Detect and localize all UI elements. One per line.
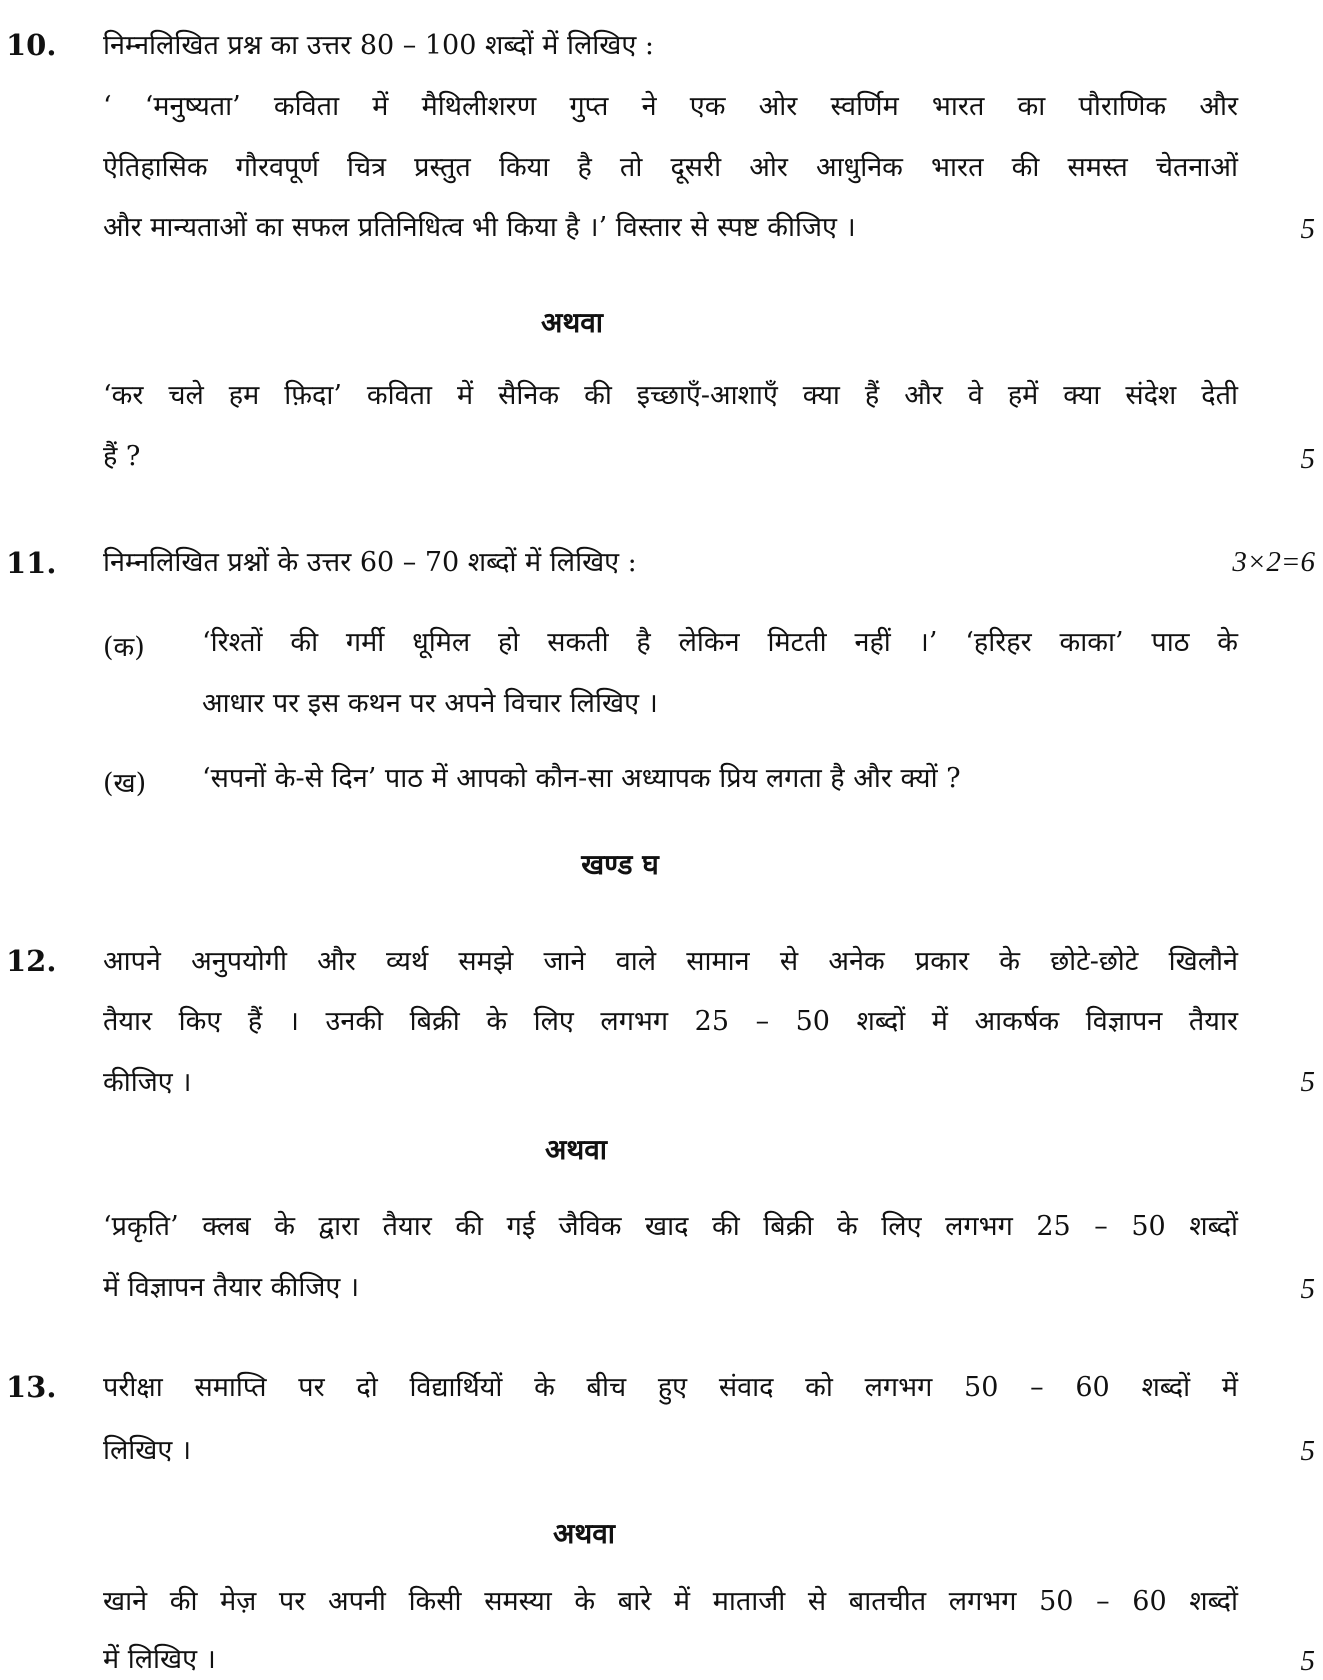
q12-text-line-1: आपने अनुपयोगी और व्यर्थ समझे जाने वाले सामान से अनेक प्रकार के छोटे-छोटे खिलौने (103, 946, 1238, 977)
q10-text-line-2: ऐतिहासिक गौरवपूर्ण चित्र प्रस्तुत किया है तो दूसरी ओर आधुनिक भारत की समस्त चेतनाओं (103, 152, 1238, 183)
q11-part-a-line-1: ‘रिश्तों की गर्मी धूमिल हो सकती है लेकिन मिटती नहीं ।’ ‘हरिहर काका’ पाठ के (202, 627, 1238, 658)
q11-instruction: निम्नलिखित प्रश्नों के उत्तर 60 – 70 शब्दों में लिखिए : (103, 547, 637, 578)
q13-text-line-2: लिखिए । (103, 1435, 192, 1466)
q13-text-line-1: परीक्षा समाप्ति पर दो विद्यार्थियों के बीच हुए संवाद को लगभग 50 – 60 शब्दों में (103, 1372, 1238, 1403)
q10-alt-line-2: हैं ? (103, 441, 141, 472)
q11-marks: 3×2=6 (1232, 546, 1315, 578)
q13-marks: 5 (1300, 1435, 1315, 1467)
q10-instruction: निम्नलिखित प्रश्न का उत्तर 80 – 100 शब्दों में लिखिए : (103, 30, 654, 61)
q12-alt-marks: 5 (1300, 1273, 1315, 1305)
q11-part-a-line-2: आधार पर इस कथन पर अपने विचार लिखिए । (202, 688, 658, 719)
q13-alt-line-1: खाने की मेज़ पर अपनी किसी समस्या के बारे में माताजी से बातचीत लगभग 50 – 60 शब्दों (103, 1586, 1238, 1617)
q10-marks: 5 (1300, 213, 1315, 245)
question-number-11: 11. (6, 546, 57, 580)
q12-text-line-3: कीजिए । (103, 1067, 192, 1098)
q13-alt-line-2: में लिखिए । (103, 1644, 216, 1675)
section-heading: खण्ड घ (581, 848, 659, 881)
q13-alt-marks: 5 (1300, 1645, 1315, 1677)
q10-alt-line-1: ‘कर चले हम फ़िदा’ कविता में सैनिक की इच्छाएँ-आशाएँ क्या हैं और वे हमें क्या संदेश देती (103, 380, 1238, 411)
q10-alt-marks: 5 (1300, 443, 1315, 475)
question-number-12: 12. (6, 944, 57, 978)
q11-part-a-label: (क) (103, 632, 145, 663)
q12-marks: 5 (1300, 1066, 1315, 1098)
q10-text-line-1: ‘ ‘मनुष्यता’ कविता में मैथिलीशरण गुप्त ने एक ओर स्वर्णिम भारत का पौराणिक और (103, 91, 1238, 122)
q13-or-heading: अथवा (552, 1517, 616, 1550)
q10-text-line-3: और मान्यताओं का सफल प्रतिनिधित्व भी किया है ।’ विस्तार से स्पष्ट कीजिए । (103, 212, 856, 243)
q11-part-b-line-1: ‘सपनों के-से दिन’ पाठ में आपको कौन-सा अध्यापक प्रिय लगता है और क्यों ? (202, 763, 961, 794)
q10-or-heading: अथवा (540, 306, 604, 339)
q12-or-heading: अथवा (544, 1133, 608, 1166)
q12-text-line-2: तैयार किए हैं । उनकी बिक्री के लिए लगभग 25 – 50 शब्दों में आकर्षक विज्ञापन तैयार (103, 1006, 1238, 1037)
q11-part-b-label: (ख) (103, 768, 147, 799)
q12-alt-line-1: ‘प्रकृति’ क्लब के द्वारा तैयार की गई जैविक खाद की बिक्री के लिए लगभग 25 – 50 शब्दों (103, 1211, 1238, 1242)
q12-alt-line-2: में विज्ञापन तैयार कीजिए । (103, 1272, 360, 1303)
question-number-10: 10. (6, 28, 57, 62)
question-number-13: 13. (6, 1370, 57, 1404)
